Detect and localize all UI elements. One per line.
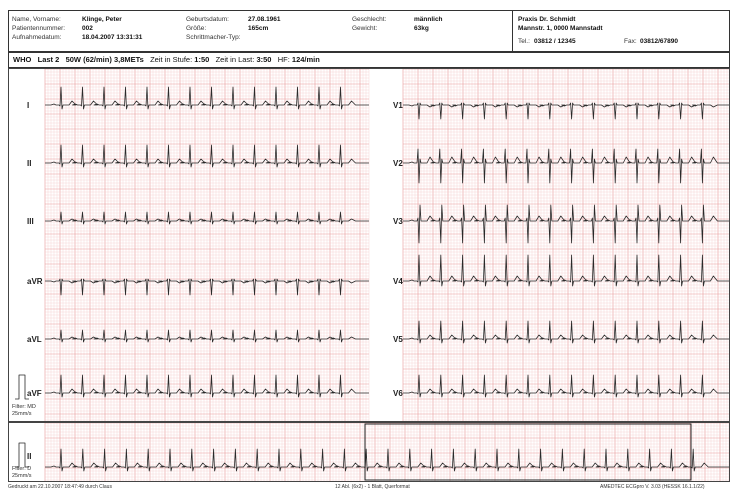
lead-label-v3: V3 [393,217,403,226]
lead-label-v6: V6 [393,389,403,398]
ecg-main-grid [9,69,729,421]
height-label: Größe: [186,25,207,32]
practice-name: Praxis Dr. Schmidt [518,16,576,23]
footer-software: AMEDTEC ECGpro V. 3.03 (HESSK 16.1.1/22) [600,484,705,490]
name-label: Name, Vorname: [12,16,61,23]
stage-time-label: Zeit in Stufe: [150,55,193,64]
trace-v3 [403,205,729,243]
fax-label: Fax: [624,38,637,45]
stage: Last 2 [37,55,60,64]
lead-label-avf: aVF [27,389,42,398]
admission-date: 18.04.2007 13:31:31 [82,34,143,41]
filter-top: Filter: MD [12,404,36,410]
hr-value: 124/min [291,55,320,64]
speed-bottom: 25mm/s [12,473,32,479]
lead-label-i: I [27,101,30,110]
lead-label-avl: aVL [27,335,42,344]
sex-value: männlich [414,16,443,23]
stage-time: 1:50 [194,55,210,64]
rate: (62/min) [83,55,112,64]
footer-format: 12 Abl. (6x2) - 1 Blatt, Querformat [335,484,410,490]
grid-limb-leads [45,69,369,421]
rhythm-strip-grid [9,423,729,481]
lead-label-v1: V1 [393,101,403,110]
lead-label-ii: II [27,159,32,168]
hr-label: HF: [277,55,290,64]
grid-rhythm [45,423,729,481]
filter-bottom: Filter: D [12,466,32,472]
load: 50W [65,55,81,64]
speed-top: 25mm/s [12,411,32,417]
trace-v4 [403,255,729,286]
sex-label: Geschlecht: [352,16,387,23]
lead-label-iii: III [27,217,34,226]
protocol: WHO [13,55,32,64]
lead-label-avr: aVR [27,277,43,286]
id-label: Patientennummer: [12,25,66,32]
patient-name: Klinge, Peter [82,16,122,23]
birth-date: 27.08.1961 [248,16,281,23]
tel-label: Tel.: [518,38,530,45]
lead-label-v2: V2 [393,159,403,168]
mets: 3,8METs [113,55,144,64]
weight-value: 63kg [414,25,429,32]
status-line [13,55,320,64]
load-time-label: Zeit in Last: [215,55,255,64]
fax-value: 03812/67890 [640,38,678,45]
lead-label-v4: V4 [393,277,403,286]
pacer-label: Schrittmacher-Typ: [186,34,241,41]
lead-label-rhythm: II [27,452,32,461]
rhythm-strip-panel [8,422,730,482]
lead-label-v5: V5 [393,335,403,344]
patient-id: 002 [82,25,93,32]
trace-v2 [403,149,729,183]
date-label: Aufnahmedatum: [12,34,62,41]
ecg-main-panel [8,68,730,422]
tel-value: 03812 / 12345 [534,38,576,45]
grid-chest-leads [403,69,729,421]
load-time: 3:50 [256,55,272,64]
practice-address: Mannstr. 1, 0000 Mannstadt [518,25,603,32]
birth-label: Geburtsdatum: [186,16,229,23]
trace-v6 [403,375,729,397]
footer-printed: Gedruckt am 22.10.2007 18:47:49 durch Claus [8,484,112,490]
height-value: 165cm [248,25,269,32]
weight-label: Gewicht: [352,25,378,32]
